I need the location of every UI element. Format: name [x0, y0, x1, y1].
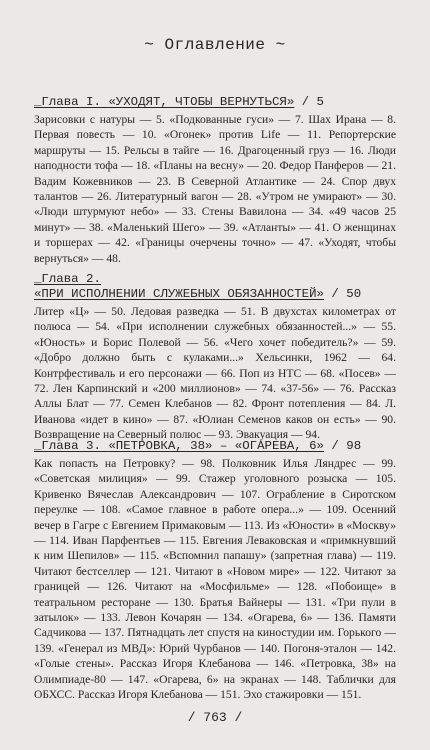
- chapter-page: / 5: [294, 95, 324, 109]
- chapter-title: «УХОДЯТ, ЧТОБЫ ВЕРНУТЬСЯ»: [108, 95, 295, 109]
- chapter-page: / 50: [324, 287, 362, 301]
- chapter-entries: [34, 112, 396, 266]
- chapter-title: «ПРИ ИСПОЛНЕНИИ СЛУЖЕБНЫХ ОБЯЗАННОСТЕЙ»: [34, 287, 324, 301]
- chapter-label: _Глава 3.: [34, 439, 109, 453]
- chapter-heading: [34, 272, 396, 302]
- chapter-entries: [34, 304, 396, 443]
- chapter-label: _Глава 2.: [34, 272, 101, 286]
- chapter-page: / 98: [324, 439, 362, 453]
- chapter-3: [34, 439, 396, 703]
- chapter-entries-text: Зарисовки с натуры — 5. «Подкованные гуси» — 7. Шах Ирана — 8. Первая повесть — 10. «Огонек» против Life — 11. Репортерские маршруты — 15. Рельсы в тайге — 16. Драгоценный груз — 16. Люди наподности тофа — 18. «Планы на весну» — 20. Федор Панферов — 21. Вадим Кожевников — 23. В Северной Атлантике — 24. Спор двух талантов — 26. Литературный вагон — 28. «Утром не умирают» — 30. «Люди штурмуют небо» — 33. Стены Вавилона — 34. «49 часов 25 минут» — 38. «Маленький Шего» — 39. «Атланты» — 41. О женщинах и торшерах — 42. «Границы очерчены точно» — 47. «Уходят, чтобы вернуться» — 48.: [34, 113, 396, 265]
- page-number: / 763 /: [187, 710, 243, 725]
- chapter-entries-text: Литер «Ц» — 50. Ледовая разведка — 51. В двухстах километрах от полюса — 54. «При исполнении служебных обязанностей...» — 55. «Юность» и Борис Полевой — 56. «Чего хочет победитель?» — 59. «Добро должно быть с кулаками...» Хельсинки, 1962 — 64. Контрфестиваль и его персонажи — 66. Поп из НТС — 68. «Посев» — 72. Лен Карпинский и «200 миллионов» — 74. «37-56» — 76. Рассказ Аллы Блат — 77. Семен Клебанов — 82. Фронт потепления — 84. Л. Иванова «идет в кино» — 87. «Юлиан Семенов каков он есть» — 90. Возвращение на Северный полюс — 93. Эвакуация — 94.: [34, 305, 396, 442]
- chapter-label: _Глава I.: [34, 95, 109, 109]
- chapter-2: [34, 272, 396, 443]
- chapter-1: [34, 95, 396, 266]
- chapter-heading: [34, 95, 396, 110]
- contents-title: ~ Оглавление ~: [144, 36, 286, 54]
- chapter-title: «ПЕТРОВКА, 38» – «ОГАРЕВА, 6»: [108, 439, 324, 453]
- chapter-entries-text: Как попасть на Петровку? — 98. Полковник Илья Ляндрес — 99. «Советская милиция» — 99. Стажер уголовного розыска — 105. Кривенко Вячеслав Александрович — 107. Ограбление в Сиротском переулке — 108. «Самое главное в работе опера...» — 109. Осенний вечер в Гагре с Евгением Примаковым — 113. Из «Юности» в «Москву» — 114. Иван Парфентьев — 115. Евгения Леваковская и «примкнувший к ним Шепилов» — 115. «Вспомнил папашу» (запретная глава) — 119. Читают бестселлер — 121. Читают в «Новом мире» — 122. Читают за границей — 126. Читают на «Мосфильме» — 128. «Побоище» в театральном ресторане — 130. Братья Вайнеры — 131. «Три пули в затылок» — 133. Левон Кочарян — 134. «Огарева, 6» — 136. Памяти Садчикова — 137. Пятнадцать лет спустя на киностудии им. Горького — 139. «Генерал из МВД»: Юрий Чурбанов — 140. Погоня-эталон — 142. «Голые стены». Рассказ Игоря Клебанова — 146. «Петровка, 38» на Олимпиаде-80 — 147. «Огарева, 6» на экранах — 148. Таблички для ОБХСС. Рассказ Игоря Клебанова — 151. Эхо стажировки — 151.: [34, 457, 396, 702]
- chapter-heading: [34, 439, 396, 454]
- chapter-entries: [34, 456, 396, 703]
